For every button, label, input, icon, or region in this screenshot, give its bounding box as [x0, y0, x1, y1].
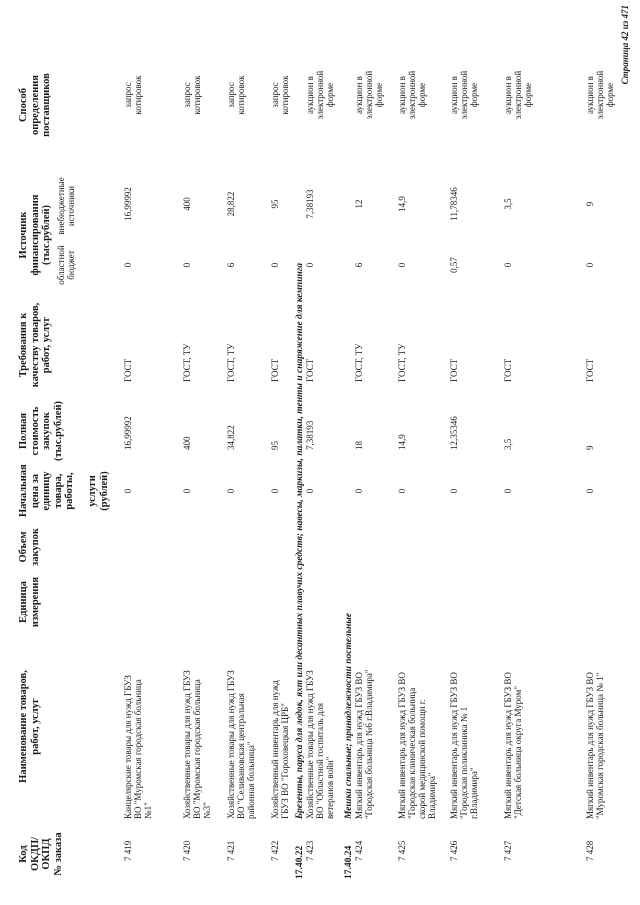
row-method: электронной [364, 70, 374, 120]
row-total: 9 [585, 445, 595, 450]
row-method: котировок [133, 75, 143, 115]
header-total: стоимость [29, 406, 41, 456]
row-method: форме [469, 82, 479, 108]
row-funding-regional: 0,57 [449, 257, 459, 273]
row-method: форме [325, 82, 335, 108]
row-name: ВО "Селивановская центральная [236, 693, 246, 819]
row-method: электронной [407, 70, 417, 120]
header-unit: измерения [29, 576, 41, 628]
row-code: 7 425 [397, 840, 407, 861]
row-code: 7 422 [270, 840, 280, 861]
row-funding-extra: 400 [182, 197, 192, 211]
row-method: аукцион в [585, 76, 595, 114]
section-code: 17.40.22 [295, 845, 305, 879]
row-method: электронной [315, 70, 325, 120]
header-unit: Единица [18, 581, 29, 623]
row-requirements: ГОСТ, ТУ [354, 343, 364, 382]
row-requirements: ГОСТ [270, 358, 280, 382]
header-price: единицу [41, 471, 52, 511]
header-code: № заказа [52, 832, 64, 876]
row-method: форме [417, 82, 427, 108]
header-name: работ, услуг [29, 698, 41, 755]
row-name: Хозяйственный инвентарь для нужд [270, 680, 280, 819]
row-method: запрос [270, 82, 280, 108]
section-title: Брезенты, паруса для лодок, яхт или десантных плавучих средств; навесы, маркизы, палатки, тенты и снаряжение для кемпинга [295, 262, 305, 819]
page-footer: Страница 42 из 471 [620, 5, 630, 85]
row-price: 0 [397, 488, 407, 494]
row-price: 0 [226, 488, 236, 494]
row-funding-extra: 95 [270, 199, 280, 209]
row-name: ветеранов войн" [325, 756, 335, 819]
row-requirements: ГОСТ [449, 358, 459, 382]
row-name: Мягкий инвентарь для нужд ГБУЗ ВО [585, 672, 595, 819]
row-requirements: ГОСТ [123, 358, 133, 382]
row-name: скорой медицинской помощи г. [417, 699, 427, 819]
row-code: 7 424 [354, 840, 364, 861]
row-total: 3,5 [503, 438, 513, 450]
header-method: Способ [18, 87, 29, 123]
row-requirements: ГОСТ [503, 358, 513, 382]
header-requirements: работ, услуг [41, 316, 52, 374]
header-price: работы, [64, 472, 75, 510]
row-price: 0 [503, 488, 513, 494]
row-method: электронной [513, 70, 523, 120]
row-funding-extra: 14,9 [397, 196, 407, 212]
row-funding-regional: 0 [397, 262, 407, 268]
row-name: Мягкий инвентарь для нужд ГБУЗ ВО [503, 672, 513, 819]
section-title: Мешки спальные; принадлежности постельные [344, 612, 354, 819]
header-price: товара, [52, 473, 64, 509]
header-code: Код [18, 845, 29, 863]
row-price: 0 [182, 488, 192, 494]
header-volume: закупок [29, 528, 41, 566]
row-price: 0 [305, 488, 315, 494]
row-funding-extra: 9 [585, 201, 595, 207]
row-name: Мягкий инвентарь для нужд ГБУЗ ВО [354, 672, 364, 819]
row-method: аукцион в [503, 76, 513, 114]
row-requirements: ГОСТ [585, 358, 595, 382]
row-name: "Городская больница №6 г.Владимира" [364, 669, 374, 819]
row-code: 7 426 [449, 840, 459, 861]
row-name: "Муромская городская больница № 1" [595, 672, 605, 819]
row-name: ВО "Муромская городская больница [133, 679, 143, 819]
row-price: 0 [270, 488, 280, 494]
header-funding-extra: внебюджетные [56, 177, 66, 235]
row-name: Владимира" [427, 772, 437, 819]
header-funding: Источник [18, 211, 29, 259]
row-price: 0 [123, 488, 133, 494]
row-funding-regional: 0 [123, 262, 133, 268]
row-method: запрос [182, 82, 192, 108]
row-name: "Городская клиническая больница [407, 687, 417, 819]
row-name: Канцелярские товары для нужд ГБУЗ [123, 675, 133, 819]
header-name: Наименование товаров, [18, 670, 29, 783]
row-funding-extra: 7,38193 [305, 189, 315, 219]
row-name: Мягкий инвентарь для нужд ГБУЗ ВО [397, 672, 407, 819]
row-total: 7,38193 [305, 420, 315, 450]
header-requirements: Требования к [18, 312, 29, 378]
row-method: котировок [280, 75, 290, 115]
section-code: 17.40.24 [344, 845, 354, 879]
row-code: 7 428 [585, 840, 595, 861]
row-name: "Детская больница округа Муром" [513, 686, 523, 819]
row-code: 7 423 [305, 840, 315, 861]
row-funding-regional: 6 [354, 262, 364, 268]
row-funding-regional: 0 [270, 262, 280, 268]
row-funding-regional: 0 [182, 262, 192, 268]
header-method: определения [29, 75, 41, 135]
row-name: №1" [143, 802, 153, 819]
row-name: районная больница" [246, 741, 256, 819]
row-code: 7 420 [182, 840, 192, 861]
row-method: форме [523, 82, 533, 108]
row-total: 95 [270, 441, 280, 450]
row-funding-extra: 3,5 [503, 198, 513, 210]
row-requirements: ГОСТ, ТУ [397, 343, 407, 382]
row-code: 7 421 [226, 840, 236, 861]
header-total: (тыс.рублей) [52, 400, 64, 462]
header-funding-extra: источники [66, 185, 76, 227]
row-total: 400 [182, 436, 192, 450]
row-funding-regional: 0 [503, 262, 513, 268]
row-method: аукцион в [449, 76, 459, 114]
row-total: 18 [354, 441, 364, 450]
row-method: запрос [123, 82, 133, 108]
row-method: запрос [226, 82, 236, 108]
header-price: Начальная [18, 464, 29, 517]
header-funding: финансирования [29, 194, 41, 276]
header-total: Полная [18, 412, 29, 450]
row-method: электронной [459, 70, 469, 120]
row-name: ГБУЗ ВО "Гороховецкая ЦРБ" [280, 703, 290, 819]
row-funding-extra: 28,822 [226, 191, 236, 217]
row-code: 7 427 [503, 840, 513, 861]
row-name: г.Владимира" [469, 767, 479, 819]
row-funding-regional: 0 [305, 262, 315, 268]
row-name: Хозяйственные товары для нужд ГБУЗ [305, 670, 315, 819]
row-funding-regional: 6 [226, 262, 236, 268]
header-funding: (тыс.рублей) [41, 204, 52, 266]
row-funding-extra: 11,78346 [449, 187, 459, 221]
row-total: 34,822 [226, 425, 236, 450]
header-funding-regional: областной [56, 245, 66, 285]
row-method: электронной [595, 70, 605, 120]
row-method: аукцион в [354, 76, 364, 114]
row-total: 16,99992 [123, 416, 133, 450]
row-name: Мягкий инвентарь для нужд ГБУЗ ВО [449, 672, 459, 819]
row-name: №3" [202, 802, 212, 819]
row-price: 0 [449, 488, 459, 494]
header-price: цена за [29, 473, 41, 509]
header-total: закупок [41, 412, 52, 450]
row-method: аукцион в [305, 76, 315, 114]
row-method: котировок [192, 75, 202, 115]
row-method: форме [605, 82, 615, 108]
row-method: котировок [236, 75, 246, 115]
row-method: аукцион в [397, 76, 407, 114]
row-name: ВО "Муромская городская больница [192, 679, 202, 819]
header-method: поставщиков [41, 73, 52, 137]
row-total: 12,35346 [449, 416, 459, 450]
row-price: 0 [354, 488, 364, 494]
row-requirements: ГОСТ, ТУ [182, 343, 192, 382]
row-name: "Городская поликлиника № 1 [459, 706, 469, 819]
row-name: Хозяйственные товары для нужд ГБУЗ [182, 670, 192, 819]
header-price: услуги [87, 475, 98, 507]
header-price: (рублей) [98, 471, 110, 511]
row-funding-extra: 16,99992 [123, 187, 133, 221]
row-funding-regional: 0 [585, 262, 595, 268]
header-funding-regional: бюджет [66, 250, 76, 280]
row-funding-extra: 12 [354, 199, 364, 209]
header-requirements: качеству товаров, [29, 302, 41, 388]
header-volume: Объем [18, 531, 29, 563]
header-code: ОКДП/ [29, 836, 41, 872]
row-price: 0 [585, 488, 595, 494]
row-total: 14,9 [397, 434, 407, 450]
row-name: Хозяйственные товары для нужд ГБУЗ [226, 670, 236, 819]
header-code: ОКПД [41, 838, 52, 870]
row-name: ВО "Областной госпиталь для [315, 702, 325, 819]
row-requirements: ГОСТ [305, 358, 315, 382]
row-requirements: ГОСТ, ТУ [226, 343, 236, 382]
row-method: форме [374, 82, 384, 108]
row-code: 7 419 [123, 840, 133, 861]
